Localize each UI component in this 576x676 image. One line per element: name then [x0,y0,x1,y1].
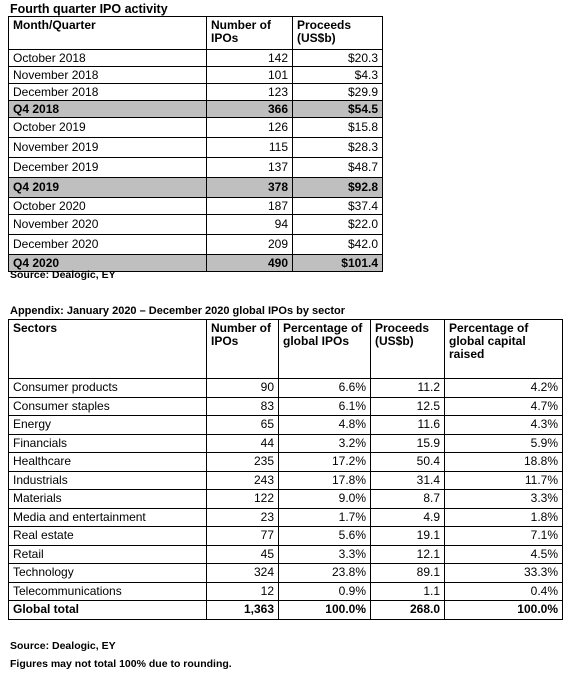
table2-source: Source: Dealogic, EY [10,640,116,652]
ipo-count-cell: 243 [207,471,279,490]
pct-ipos-cell: 3.3% [279,545,371,564]
pct-capital-cell: 33.3% [445,564,563,583]
table-row [9,508,563,527]
header-month-quarter: Month/Quarter [9,17,207,50]
proceeds-cell: $42.0 [293,235,383,255]
proceeds-cell: $101.4 [293,255,383,272]
table1-header-row [9,17,383,50]
table1-body [9,50,383,272]
total-label: Global total [9,601,207,620]
header-percentage-of-global-ipos: Percentage of global IPOs [279,320,371,379]
proceeds-cell: $15.8 [293,118,383,138]
pct-capital-cell: 7.1% [445,527,563,546]
header-proceeds: Proceeds (US$b) [371,320,445,379]
period-cell: Q4 2019 [9,178,207,198]
sector-cell: Consumer staples [9,397,207,416]
period-cell: November 2018 [9,67,207,84]
pct-capital-cell: 4.3% [445,416,563,435]
proceeds-cell: 19.1 [371,527,445,546]
table-row [9,379,563,398]
proceeds-cell: 12.1 [371,545,445,564]
header-proceeds: Proceeds (US$b) [293,17,383,50]
quarter-total-row [9,178,383,198]
table-row [9,67,383,84]
ipo-count-cell: 235 [207,453,279,472]
ipo-count-cell: 90 [207,379,279,398]
ipo-count-cell: 101 [207,67,293,84]
proceeds-cell: $20.3 [293,50,383,67]
ipo-count-cell: 115 [207,138,293,158]
quarter-total-row [9,101,383,118]
pct-ipos-cell: 17.8% [279,471,371,490]
ipo-count-cell: 187 [207,198,293,215]
table-row [9,215,383,235]
ipo-count-cell: 490 [207,255,293,272]
ipo-count-cell: 123 [207,84,293,101]
table-row [9,527,563,546]
pct-capital-cell: 4.7% [445,397,563,416]
sector-cell: Real estate [9,527,207,546]
proceeds-cell: 11.6 [371,416,445,435]
pct-ipos-cell: 4.8% [279,416,371,435]
period-cell: October 2020 [9,198,207,215]
pct-capital-cell: 0.4% [445,582,563,601]
sector-cell: Retail [9,545,207,564]
table-row [9,416,563,435]
pct-capital-cell: 4.5% [445,545,563,564]
pct-capital-cell: 4.2% [445,379,563,398]
total-ipos: 1,363 [207,601,279,620]
ipo-count-cell: 366 [207,101,293,118]
proceeds-cell: 12.5 [371,397,445,416]
header-sectors: Sectors [9,320,207,379]
period-cell: December 2019 [9,158,207,178]
pct-ipos-cell: 9.0% [279,490,371,509]
ipo-count-cell: 65 [207,416,279,435]
period-cell: Q4 2018 [9,101,207,118]
table2-body [9,379,563,601]
table-row [9,397,563,416]
sector-cell: Financials [9,434,207,453]
table-row [9,564,563,583]
proceeds-cell: 50.4 [371,453,445,472]
ipo-count-cell: 209 [207,235,293,255]
ipo-count-cell: 142 [207,50,293,67]
total-pct-ipos: 100.0% [279,601,371,620]
total-pct-capital: 100.0% [445,601,563,620]
proceeds-cell: 8.7 [371,490,445,509]
table-row [9,158,383,178]
ipo-count-cell: 126 [207,118,293,138]
table-row [9,434,563,453]
table-row [9,471,563,490]
table2-header-row [9,320,563,379]
proceeds-cell: $92.8 [293,178,383,198]
ipo-count-cell: 94 [207,215,293,235]
period-cell: Q4 2020 [9,255,207,272]
sector-cell: Materials [9,490,207,509]
ipo-count-cell: 44 [207,434,279,453]
pct-ipos-cell: 6.6% [279,379,371,398]
table-row [9,84,383,101]
ipo-count-cell: 83 [207,397,279,416]
table2-footnote: Figures may not total 100% due to rounding. [10,658,232,670]
period-cell: November 2019 [9,138,207,158]
pct-capital-cell: 1.8% [445,508,563,527]
sector-cell: Consumer products [9,379,207,398]
table1-title: Fourth quarter IPO activity [10,2,168,16]
sector-cell: Media and entertainment [9,508,207,527]
proceeds-cell: $54.5 [293,101,383,118]
ipo-count-cell: 137 [207,158,293,178]
ipo-count-cell: 23 [207,508,279,527]
proceeds-cell: 4.9 [371,508,445,527]
pct-ipos-cell: 1.7% [279,508,371,527]
pct-capital-cell: 18.8% [445,453,563,472]
table-row [9,138,383,158]
ipo-count-cell: 324 [207,564,279,583]
proceeds-cell: 11.2 [371,379,445,398]
table-row [9,453,563,472]
proceeds-cell: $29.9 [293,84,383,101]
pct-ipos-cell: 17.2% [279,453,371,472]
period-cell: October 2018 [9,50,207,67]
proceeds-cell: $48.7 [293,158,383,178]
table-row [9,582,563,601]
table-row [9,198,383,215]
ipo-count-cell: 378 [207,178,293,198]
ipo-count-cell: 77 [207,527,279,546]
ipo-count-cell: 12 [207,582,279,601]
pct-capital-cell: 11.7% [445,471,563,490]
pct-ipos-cell: 23.8% [279,564,371,583]
table-row [9,545,563,564]
sector-cell: Industrials [9,471,207,490]
sector-cell: Technology [9,564,207,583]
header-number-of-ipos: Number of IPOs [207,17,293,50]
proceeds-cell: $4.3 [293,67,383,84]
pct-capital-cell: 3.3% [445,490,563,509]
total-proceeds: 268.0 [371,601,445,620]
header-number-of-ipos: Number of IPOs [207,320,279,379]
pct-ipos-cell: 0.9% [279,582,371,601]
proceeds-cell: $37.4 [293,198,383,215]
ipo-count-cell: 45 [207,545,279,564]
ipos-by-sector-table [8,319,563,620]
pct-ipos-cell: 5.6% [279,527,371,546]
proceeds-cell: 89.1 [371,564,445,583]
proceeds-cell: 15.9 [371,434,445,453]
period-cell: November 2020 [9,215,207,235]
table2-title: Appendix: January 2020 – December 2020 global IPOs by sector [10,305,346,317]
table-row [9,50,383,67]
proceeds-cell: $28.3 [293,138,383,158]
table-row [9,118,383,138]
table1-source: Source: Dealogic, EY [10,269,116,281]
period-cell: December 2018 [9,84,207,101]
table-row [9,490,563,509]
sector-cell: Energy [9,416,207,435]
pct-capital-cell: 5.9% [445,434,563,453]
ipo-count-cell: 122 [207,490,279,509]
period-cell: December 2020 [9,235,207,255]
fourth-quarter-ipo-table [8,16,383,272]
period-cell: October 2019 [9,118,207,138]
proceeds-cell: 31.4 [371,471,445,490]
pct-ipos-cell: 3.2% [279,434,371,453]
header-percentage-of-global-capital: Percentage of global capital raised [445,320,563,379]
sector-cell: Telecommunications [9,582,207,601]
table-row [9,235,383,255]
proceeds-cell: $22.0 [293,215,383,235]
global-total-row [9,601,563,620]
proceeds-cell: 1.1 [371,582,445,601]
pct-ipos-cell: 6.1% [279,397,371,416]
sector-cell: Healthcare [9,453,207,472]
